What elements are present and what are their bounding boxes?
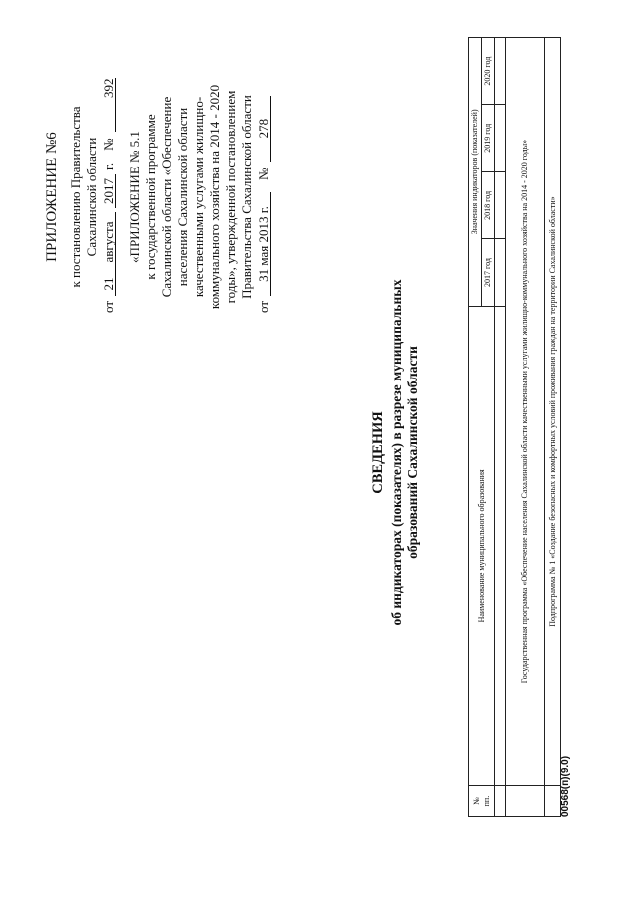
indicators-table	[468, 37, 561, 817]
annex-order-line	[256, 81, 272, 313]
table-cell	[495, 239, 506, 306]
appendix-from-label: от	[101, 300, 116, 313]
annex-number-label: №	[256, 167, 271, 180]
appendix-resolution-text: к постановлению Правительства	[68, 106, 83, 288]
table-cell	[495, 172, 506, 239]
header-municipality-name: Наименование муниципального образования	[469, 306, 495, 786]
annex-title: «ПРИЛОЖЕНИЕ № 5.1	[127, 131, 142, 263]
document-title: СВЕДЕНИЯ	[370, 411, 386, 494]
header-year-2018: 2018 год	[482, 172, 495, 239]
document-subtitle-line1: об индикаторах (показателях) в разрезе муниципальных	[389, 279, 404, 626]
appendix-region-text: Сахалинской области	[84, 137, 99, 257]
header-indicator-values: Значения индикаторов (показателей)	[469, 38, 482, 307]
table-row-program	[506, 38, 545, 817]
appendix-year-suffix: г.	[101, 162, 116, 170]
document-subtitle-line2: образований Сахалинской области	[405, 346, 420, 559]
table-cell	[506, 786, 545, 817]
header-year-2019: 2019 год	[482, 105, 495, 172]
header-number: № пп.	[469, 786, 495, 817]
appendix-order-line	[101, 78, 117, 313]
table-spacer-row	[495, 38, 506, 817]
approval-block	[44, 78, 272, 313]
header-year-2017: 2017 год	[482, 239, 495, 306]
table-header-row	[469, 38, 482, 817]
annex-from-label: от	[256, 300, 271, 313]
footer-code: 00568(п)(9.0)	[560, 755, 571, 817]
appendix-number-label: №	[101, 138, 116, 151]
annex-date: 31 мая 2013 г.	[257, 192, 271, 296]
appendix-title: ПРИЛОЖЕНИЕ №6	[44, 132, 60, 262]
table-cell	[545, 786, 561, 817]
appendix-day: 21	[102, 272, 116, 296]
table-cell	[495, 38, 506, 105]
table-row-subprogram	[545, 38, 561, 817]
annex-number: 278	[257, 96, 271, 162]
subprogram-row-text: Подпрограмма № 1 «Создание безопасных и комфортных условий проживания граждан на территории Сахалинской области»	[545, 38, 561, 786]
program-row-text: Государственная программа «Обеспечение населения Сахалинской области качественными услугами жилищно-коммунального хозяйства на 2014 - 2020 годы»	[506, 38, 545, 786]
table-cell	[495, 306, 506, 786]
table-cell	[495, 786, 506, 817]
annex-text: к государственной программе Сахалинской области «Обеспечение населения Сахалинской области качественными услугами жилищно-коммунального хозяйства на 2014 - 2020 годы», утвержденной постановлением Правительства Сахалинской области	[143, 84, 254, 310]
table-cell	[495, 105, 506, 172]
appendix-year: 2017	[102, 174, 116, 208]
appendix-month: августа	[102, 212, 116, 272]
document-title-block	[370, 180, 421, 725]
appendix-number: 392	[102, 78, 116, 132]
header-year-2020: 2020 год	[482, 38, 495, 105]
